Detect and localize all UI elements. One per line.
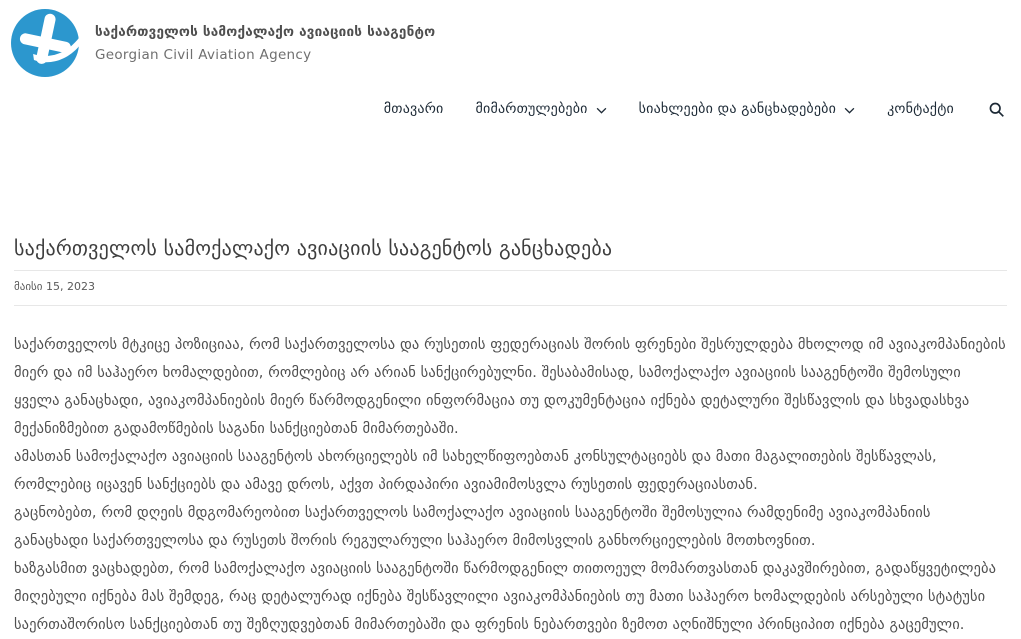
article-date: მაისი 15, 2023 <box>14 280 95 293</box>
site-title-english: Georgian Civil Aviation Agency <box>95 46 312 63</box>
article-paragraph: საქართველოს მტკიცე პოზიციაა, რომ საქართველოსა და რუსეთის ფედერაციას შორის ფრენები შესრულდება მხოლოდ იმ ავიაკომპანიების მიერ და იმ საჰაერო ხომალდებით, რომლებიც არ არიან სანქცირებულნი. შესაბამისად, სამოქალაქო ავიაციის სააგენტოში შემოსული ყველა განაცხადი, ავიაკომპანიების მიერ წარმოდგენილი ინფორმაცია თუ დოკუმენტაცია იქნება დეტალური შესწავლის და სხვადასხვა მექანიზმებით გადამოწმების საგანი სანქციებთან მიმართებაში. <box>14 337 1006 437</box>
article-paragraph: ხაზგასმით ვაცხადებთ, რომ სამოქალაქო ავიაციის სააგენტოში წარმოდგენილ თითოეულ მომართვასთან დაკავშირებით, გადაწყვეტილება მიღებული იქნება მას შემდეგ, რაც დეტალურად იქნება შესწავლილი ავიაკომპანიების თუ მათი საჰაერო ხომალდების არსებული სტატუსი საერთაშორისო სანქციებთან თუ შეზღუდვებთან მიმართებაში და ფრენის ნებართვები ზემოთ აღნიშნული პრინციპით იქნება გაცემული. <box>14 561 997 633</box>
site-header <box>0 0 1021 77</box>
site-title-georgian: საქართველოს სამოქალაქო ავიაციის სააგენტო <box>95 23 436 40</box>
divider <box>14 270 1007 271</box>
nav-item-label: მიმართულებები <box>475 101 588 117</box>
agency-logo-icon[interactable] <box>10 9 80 77</box>
article-paragraph: გაცნობებთ, რომ დღეის მდგომარეობით საქართველოს სამოქალაქო ავიაციის სააგენტოში შემოსულია რამდენიმე ავიაკომპანიის განაცხადი საქართველოსა და რუსეთს შორის რეგულარული საჰაერო მიმოსვლის განხორციელების მოთხოვნით. <box>14 505 931 549</box>
main-navigation <box>0 77 1021 139</box>
nav-item-label: მთავარი <box>383 101 444 117</box>
chevron-down-icon <box>596 107 607 114</box>
search-icon <box>988 101 1005 118</box>
article-body <box>14 331 1007 639</box>
nav-item-label: კონტაქტი <box>887 101 954 117</box>
brand-logo-link[interactable] <box>10 9 1007 77</box>
site-title-block <box>95 24 435 63</box>
nav-item-directions[interactable] <box>476 101 607 117</box>
page-title: საქართველოს სამოქალაქო ავიაციის სააგენტოს განცხადება <box>14 236 613 260</box>
article-paragraph: ამასთან სამოქალაქო ავიაციის სააგენტოს ახორციელებს იმ სახელწიფოებთან კონსულტაციებს და მათი მაგალითების შესწავლას, რომლებიც იცავენ სანქციებს და ამავე დროს, აქვთ პირდაპირი ავიამიმოსვლა რუსეთის ფედერაციასთან. <box>14 449 937 493</box>
nav-item-home[interactable] <box>384 101 444 117</box>
nav-item-contact[interactable] <box>887 101 954 117</box>
search-button[interactable] <box>988 101 1005 118</box>
article-content <box>0 235 1021 639</box>
divider <box>14 305 1007 306</box>
chevron-down-icon <box>844 107 855 114</box>
nav-item-news-announcements[interactable] <box>639 101 855 117</box>
nav-item-label: სიახლეები და განცხადებები <box>638 101 837 117</box>
